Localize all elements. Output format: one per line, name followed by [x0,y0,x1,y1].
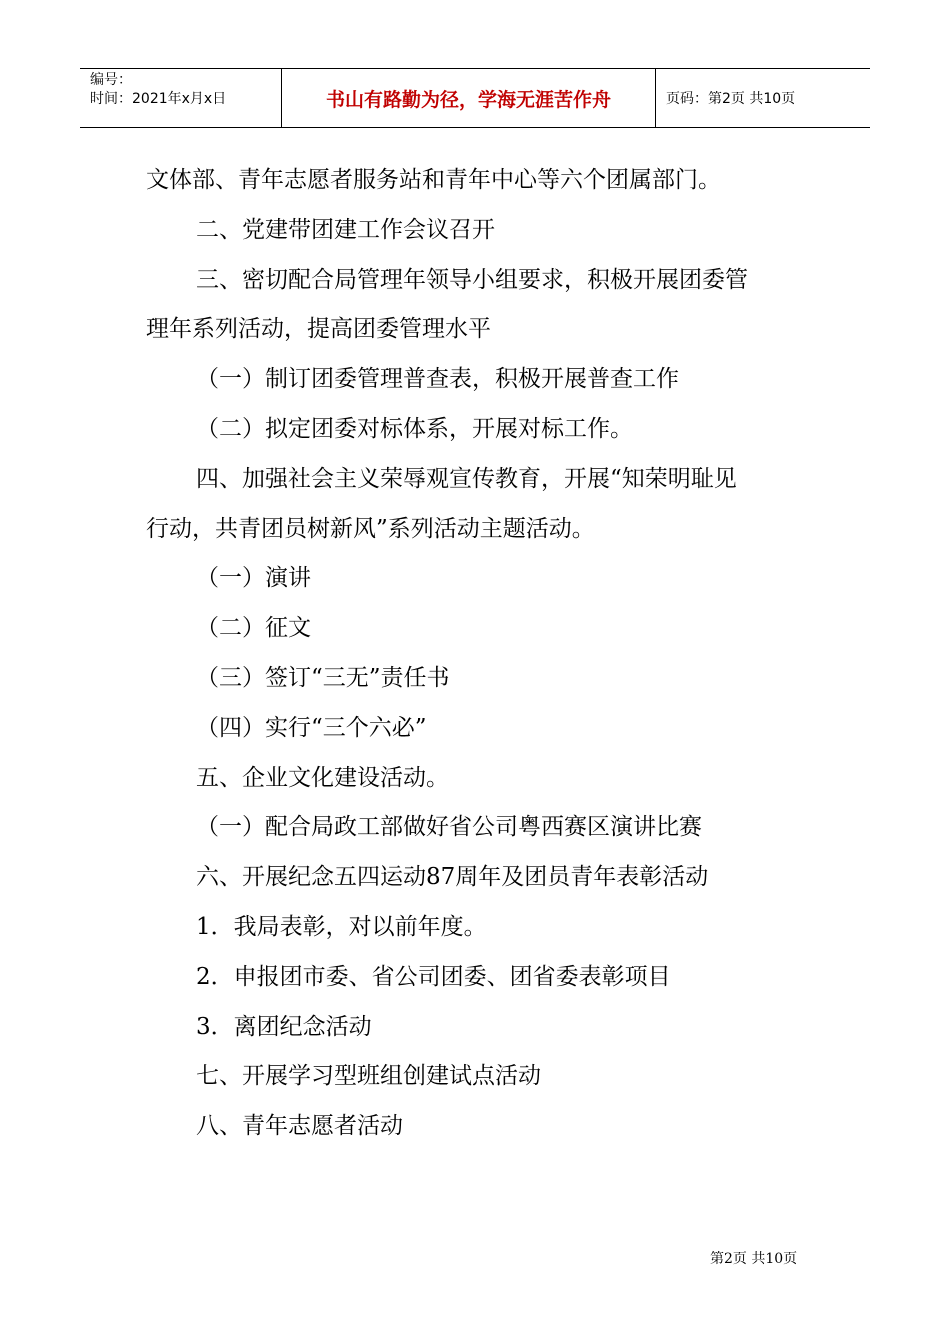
paragraph: （一）演讲 [196,565,311,592]
paragraph: 3．离团纪念活动 [196,1013,372,1040]
paragraph: （一）制订团委管理普查表，积极开展普查工作 [196,366,679,393]
paragraph: 2．申报团市委、省公司团委、团省委表彰项目 [196,963,671,990]
paragraph: 五、企业文化建设活动。 [196,764,449,791]
document-body [146,156,816,1152]
paragraph: 八、青年志愿者活动 [196,1113,403,1140]
header-meta [80,69,282,127]
page-header [80,68,870,128]
paragraph: 三、密切配合局管理年领导小组要求，积极开展团委管 [196,266,748,293]
paragraph: 1．我局表彰，对以前年度。 [196,913,487,940]
header-motto: 书山有路勤为径，学海无涯苦作舟 [282,69,656,127]
time-label: 时间：2021年x月x日 [90,91,227,107]
paragraph: （二）征文 [196,615,311,642]
paragraph: 七、开展学习型班组创建试点活动 [196,1063,541,1090]
header-page-info: 页码：第2页 共10页 [666,91,796,107]
paragraph: （二）拟定团委对标体系，开展对标工作。 [196,415,633,442]
paragraph: 六、开展纪念五四运动87周年及团员青年表彰活动 [196,864,709,891]
footer-page-info: 第2页 共10页 [710,1251,798,1267]
paragraph: 行动，共青团员树新风”系列活动主题活动。 [146,515,595,542]
paragraph: 理年系列活动，提高团委管理水平 [146,316,491,343]
paragraph: 文体部、青年志愿者服务站和青年中心等六个团属部门。 [146,167,721,193]
paragraph: （四）实行“三个六必” [196,714,427,741]
number-label: 编号： [90,72,132,88]
paragraph: 四、加强社会主义荣辱观宣传教育，开展“知荣明耻见 [196,465,737,492]
paragraph: （三）签订“三无”责任书 [196,664,450,691]
paragraph: （一）配合局政工部做好省公司粤西赛区演讲比赛 [196,814,702,841]
paragraph: 二、党建带团建工作会议召开 [196,216,495,243]
